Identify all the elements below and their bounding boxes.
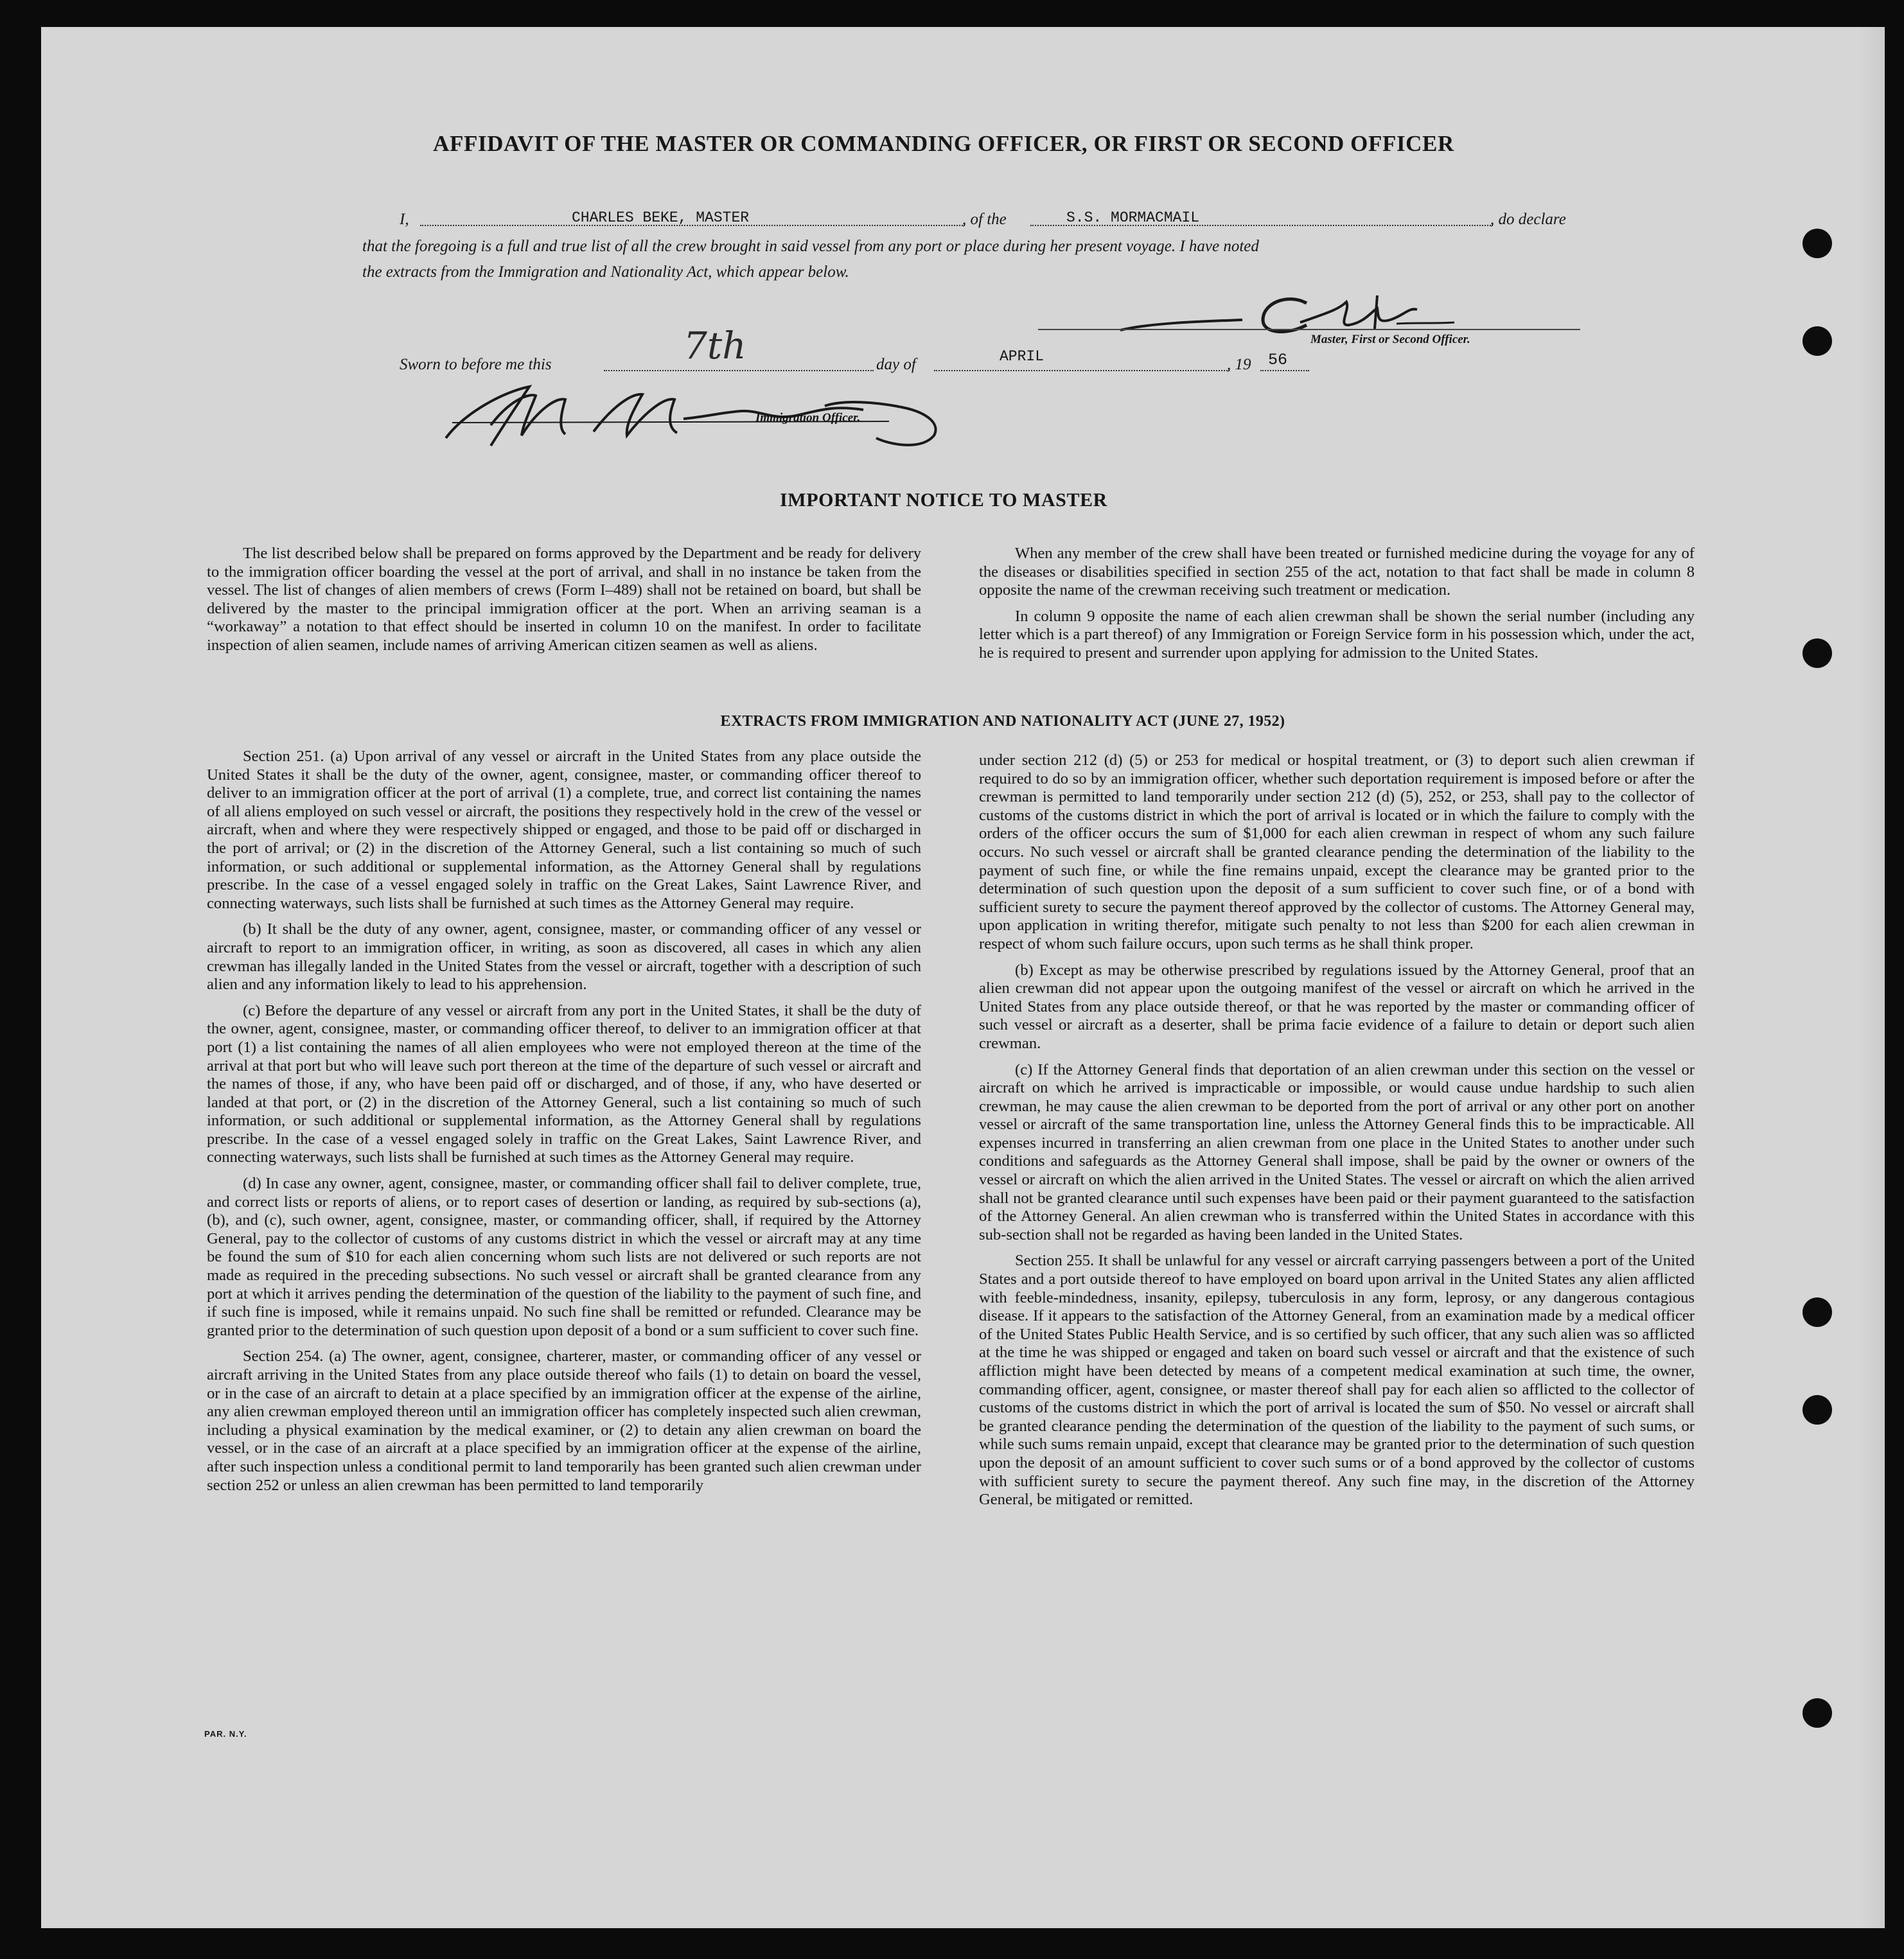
of-the-text: , of the <box>962 211 1007 228</box>
extract-paragraph: (c) Before the departure of any vessel or aircraft from any port in the United States, it shall be the duty of the owner, agent, consignee, master, or commanding officer thereof, to deliver to an immigration officer at that port (1) a list containing the names of all alien employees who were not employed thereon at the time of the arrival at that port but who will leave such port thereon at the time of the departure of such vessel or aircraft and the names of those, if any, who have been paid off or discharged, and of those, if any, who have deserted or landed at that port, or (2) in the discretion of the Attorney General, such a list containing so much of such information, or such additional or supplemental information, as the Attorney General shall by regulations prescribe. In the case of a vessel engaged solely in traffic on the Great Lakes, Saint Lawrence River, and connecting waterways, such lists shall be furnished at such times as the Attorney General may require. <box>207 1001 921 1166</box>
notice-left-column <box>207 545 921 663</box>
declarant-name: CHARLES BEKE, MASTER <box>572 209 750 226</box>
notice-title: IMPORTANT NOTICE TO MASTER <box>780 489 1107 511</box>
notice-paragraph: The list described below shall be prepared on forms approved by the Department and be ready for delivery to the immigration officer boarding the vessel at the port of arrival, and shall in no instance be taken from the vessel. The list of changes of alien members of crews (Form I–489) shall not be retained on board, but shall be delivered by the master to the principal immigration officer at the port. When an arriving seaman is a “workaway” a notation to that effect should be inserted in column 10 on the manifest. In order to facilitate inspection of alien seamen, include names of arriving American citizen seamen as well as aliens. <box>207 545 921 654</box>
extract-paragraph: Section 251. (a) Upon arrival of any vessel or aircraft in the United States from any place outside the United States it shall be the duty of the owner, agent, consignee, master, or commanding officer thereof to deliver to an immigration officer at the port of arrival (1) a complete, true, and correct list containing the names of all aliens employed on such vessel or aircraft, the positions they respectively hold in the crew of the vessel or aircraft, when and where they were respectively shipped or engaged, and those to be paid off or discharged in the port of arrival; or (2) in the discretion of the Attorney General, such a list containing so much of such information, or such additional or supplemental information, as the Attorney General shall by regulations prescribe. In the case of a vessel engaged solely in traffic on the Great Lakes, Saint Lawrence River, and connecting waterways, such lists shall be furnished at such times as the Attorney General may require. <box>207 748 921 912</box>
notice-paragraph: In column 9 opposite the name of each alien crewman shall be shown the serial number (including any letter which is a part thereof) of any Immigration or Foreign Service form in his possession which, under the act, he is required to present and surrender upon applying for admission to the United States. <box>979 607 1695 662</box>
master-title-label <box>1310 333 1470 347</box>
extract-paragraph: (b) Except as may be otherwise prescribed by regulations issued by the Attorney General, proof that an alien crewman did not appear upon the outgoing manifest of the vessel or aircraft on which he arrived in the United States from any place outside thereof, or that he was reported by the master or commanding officer of such vessel or aircraft as a deserter, shall be prima facie evidence of a failure to detain or deport such alien crewman. <box>979 961 1695 1052</box>
extract-paragraph: (d) In case any owner, agent, consignee, master, or commanding officer shall fail to deliver complete, true, and correct lists or reports of aliens, or to report cases of desertion or landing, as required by sub-sections (a), (b), and (c), such owner, agent, consignee, master, or commanding officer, shall, if required by the Attorney General, pay to the collector of customs of any customs district in which the vessel or aircraft may at any time be found the sum of $10 for each alien concerning whom such lists are not delivered or such reports are not made as required in the preceding subsections. No such vessel or aircraft shall be granted clearance from any port at which it arrives pending the determination of the question of the liability to the payment of such fine, and if such fine is imposed, while it remains unpaid. No such fine shall be remitted or refunded. Clearance may be granted prior to the determination of such question upon deposit of a bond or a sum sufficient to cover such fine. <box>207 1175 921 1339</box>
punch-hole <box>1803 1698 1832 1728</box>
notice-right-column <box>979 545 1695 671</box>
immigration-officer-signature <box>439 374 1018 457</box>
sworn-year: 56 <box>1268 351 1288 369</box>
extracts-title: EXTRACTS FROM IMMIGRATION AND NATIONALITY ACT (JUNE 27, 1952) <box>720 713 1285 730</box>
affidavit-statement-2: the extracts from the Immigration and Nationality Act, which appear below. <box>362 263 849 281</box>
year-line <box>1260 370 1309 371</box>
sworn-month-line <box>934 370 1230 371</box>
extract-paragraph: (b) It shall be the duty of any owner, agent, consignee, master, or commanding officer of any vessel or aircraft to report to an immigration officer, in writing, as soon as discovered, all cases in which any alien crewman has illegally landed in the United States from the vessel or aircraft, together with a description of such alien and any information likely to lead to his apprehension. <box>207 920 921 994</box>
vessel-name: S.S. MORMACMAIL <box>1066 209 1200 226</box>
day-of-text: day of <box>876 356 916 373</box>
master-signature-line <box>1038 329 1580 330</box>
notice-paragraph: When any member of the crew shall have been treated or furnished medicine during the voyage for any of the diseases or disabilities specified in section 255 of the act, notation to that fact shall be made in column 8 opposite the name of the crewman receiving such treatment or medication. <box>979 545 1695 599</box>
document-page <box>41 27 1885 1928</box>
affidavit-title: AFFIDAVIT OF THE MASTER OR COMMANDING OFFICER, OR FIRST OR SECOND OFFICER <box>433 131 1454 156</box>
immigration-officer-label: Immigration Officer. <box>755 411 861 425</box>
sworn-day: 7th <box>683 324 746 367</box>
extract-paragraph: Section 255. It shall be unlawful for any vessel or aircraft carrying passengers between a port of the United States and a port outside thereof to have employed on board upon arrival in the United States any alien afflicted with feeble-mindedness, insanity, epilepsy, tuberculosis in any form, leprosy, or any dangerous contagious disease. If it appears to the satisfaction of the Attorney General, from an examination made by a medical officer of the United States Public Health Service, and is so certified by such officer, that any such alien was so afflicted at the time he was shipped or engaged and taken on board such vessel or aircraft and that the existence of such affliction might have been detected by means of a competent medical examination at such time, the owner, commanding officer, agent, consignee, or master thereof shall pay for each alien so afflicted to the collector of customs of the customs district in which the port of arrival is located the sum of $50. No vessel or aircraft shall be granted clearance pending the determination of the question of the liability to the payment of such sums, or while such sums remain unpaid, except that clearance may be granted prior to the determination of such question upon the deposit of an amount sufficient to cover such sums or of a bond approved by the collector of customs with sufficient surety to secure the payment thereof. Any such fine may, in the discretion of the Attorney General, be mitigated or remitted. <box>979 1252 1695 1509</box>
punch-hole <box>1803 1297 1832 1327</box>
punch-hole <box>1803 326 1832 356</box>
extracts-right-column <box>979 751 1695 1517</box>
sworn-day-line <box>604 370 874 371</box>
year-prefix: , 19 <box>1227 356 1251 373</box>
affidavit-statement-1: that the foregoing is a full and true list of all the crew brought in said vessel from any port or place during her present voyage. I have noted <box>362 238 1259 255</box>
signature-title: Master, First or Second Officer. <box>1310 333 1470 346</box>
punch-hole <box>1803 638 1832 668</box>
punch-hole <box>1803 229 1832 258</box>
extract-paragraph: Section 254. (a) The owner, agent, consignee, charterer, master, or commanding officer of any vessel or aircraft arriving in the United States from any place outside thereof who fails (1) to detain on board the vessel, or in the case of an aircraft to detain at a place specified by an immigration officer at the expense of the airline, any alien crewman employed thereon until an immigration officer has completely inspected such alien crewman, including a physical examination by the medical examiner, or (2) to detain any alien crewman on board the vessel, or in the case of an aircraft at a place specified by an immigration officer at the expense of the airline, after such inspection unless a conditional permit to land temporarily has been granted such alien crewman under section 252 or unless an alien crewman has been permitted to land temporarily <box>207 1348 921 1494</box>
extract-paragraph: (c) If the Attorney General finds that deportation of an alien crewman under this section on the vessel or aircraft on which he arrived is impracticable or impossible, or would cause undue hardship to such alien crewman, he may cause the alien crewman to be deported from the port of arrival or any other port on another vessel or aircraft of the same transportation line, unless the Attorney General finds this to be impracticable. All expenses incurred in transferring an alien crewman from one place in the United States to another under such conditions and safeguards as the Attorney General shall impose, shall be paid by the owner or owners of the vessel or aircraft on which the alien arrived in the United States. The vessel or aircraft on which the alien arrived shall not be granted clearance until such expenses have been paid or their payment guaranteed to the satisfaction of the Attorney General. An alien crewman who is transferred within the United States in accordance with this sub-section shall not be regarded as having been landed in the United States. <box>979 1060 1695 1243</box>
printer-mark: PAR. N.Y. <box>204 1729 247 1739</box>
extracts-left-column <box>207 748 921 1502</box>
do-declare-text: , do declare <box>1490 211 1566 228</box>
punch-hole <box>1803 1395 1832 1425</box>
extract-paragraph: under section 212 (d) (5) or 253 for medical or hospital treatment, or (3) to deport such alien crewman if required to do so by an immigration officer, whether such deportation requirement is imposed before or after the crewman is permitted to land temporarily under section 212 (d) (5), 252, or 253, shall pay to the collector of customs of the customs district in which the port of arrival is located or in which the failure to comply with the orders of the officer occurs the sum of $1,000 for each alien crewman in respect of whom any such failure occurs. No such vessel or aircraft shall be granted clearance pending the determination of the liability to the payment of such fine, or while the fine remains unpaid, except the clearance may be granted prior to the determination of such question upon the deposit of a sum sufficient to cover such fine, or of a bond with sufficient surety to secure the payment thereof approved by the collector of customs. The Attorney General may, upon application in writing therefor, mitigate such penalty to not less than $200 for each alien crewman in respect of whom such failure occurs, upon such terms as he shall think proper. <box>979 751 1695 953</box>
sworn-prefix: Sworn to before me this <box>400 356 552 373</box>
sworn-month: APRIL <box>1000 348 1045 365</box>
declarant-prefix: I, <box>400 211 409 228</box>
